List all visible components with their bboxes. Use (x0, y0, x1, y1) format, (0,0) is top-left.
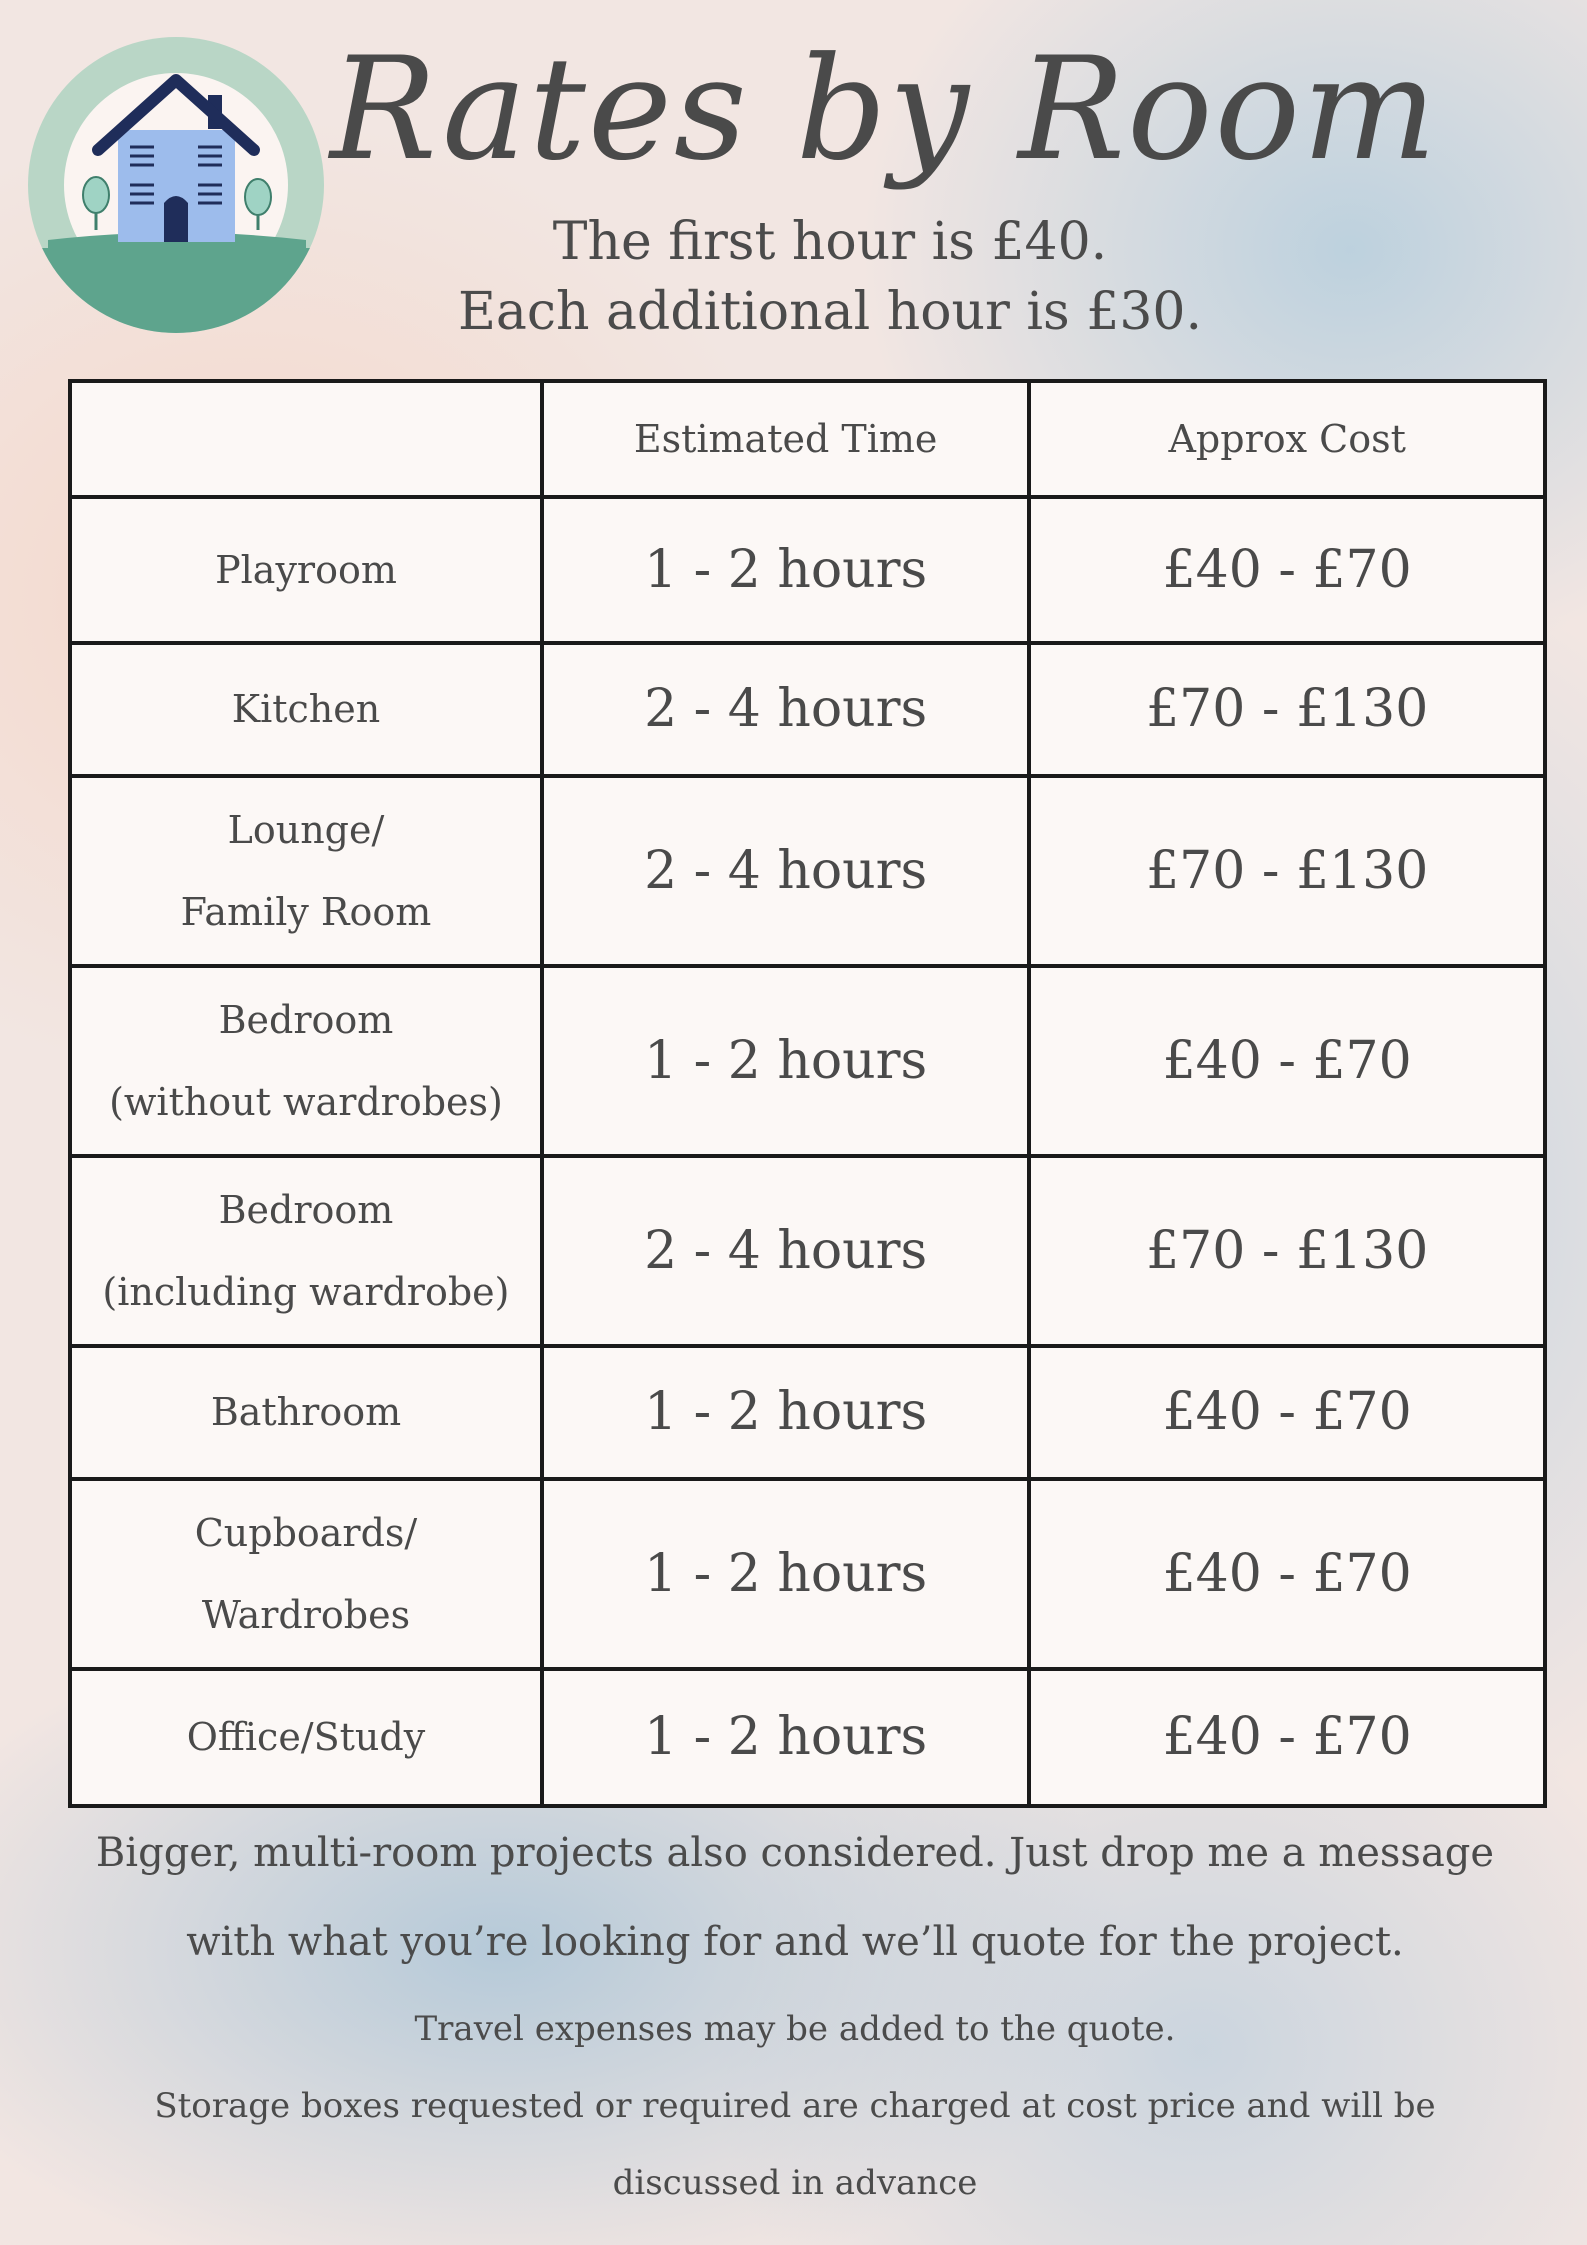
table-row (70, 497, 1545, 643)
room-name-detail: (including wardrobe) (102, 1270, 510, 1315)
cost-cell: £40 - £70 (1029, 497, 1545, 643)
storage-boxes-note: Storage boxes requested or required are charged at cost price and will be (154, 2086, 1436, 2126)
room-name-detail: Wardrobes (201, 1592, 411, 1637)
travel-expenses-note: Travel expenses may be added to the quote. (414, 2009, 1176, 2049)
room-cell (70, 966, 542, 1156)
multi-room-note: Bigger, multi-room projects also considered. Just drop me a message (95, 1830, 1495, 1876)
additional-hour-rate: Each additional hour is £30. (457, 282, 1203, 342)
room-cell (70, 497, 542, 643)
room-cell (70, 1669, 542, 1806)
header-room (70, 381, 542, 497)
table-row (70, 643, 1545, 775)
table-row (70, 1669, 1545, 1806)
room-cell (70, 776, 542, 966)
room-name: Lounge/ (227, 807, 385, 852)
cost-cell: £40 - £70 (1029, 1479, 1545, 1669)
table-header-row (70, 381, 1545, 497)
room-name: Bedroom (218, 997, 394, 1042)
room-name: Cupboards/ (194, 1510, 418, 1555)
time-cell: 1 - 2 hours (542, 497, 1029, 643)
time-cell: 1 - 2 hours (542, 1669, 1029, 1806)
time-cell: 1 - 2 hours (542, 1479, 1029, 1669)
table-row (70, 1479, 1545, 1669)
time-cell: 2 - 4 hours (542, 1156, 1029, 1346)
table-row (70, 776, 1545, 966)
table-row (70, 1346, 1545, 1478)
page-title: Rates by Room (330, 27, 1439, 192)
room-cell (70, 1479, 542, 1669)
cost-cell: £70 - £130 (1029, 776, 1545, 966)
time-cell: 1 - 2 hours (542, 1346, 1029, 1478)
table-row (70, 1156, 1545, 1346)
room-name-detail: Family Room (180, 889, 432, 934)
room-name: Kitchen (231, 687, 381, 732)
room-cell (70, 1346, 542, 1478)
cost-cell: £40 - £70 (1029, 1346, 1545, 1478)
multi-room-note-cont: with what you’re looking for and we’ll quote for the project. (186, 1919, 1404, 1965)
first-hour-rate: The first hour is £40. (552, 212, 1108, 272)
header-estimated-time: Estimated Time (542, 381, 1029, 497)
table-row (70, 966, 1545, 1156)
cost-cell: £40 - £70 (1029, 1669, 1545, 1806)
header-approx-cost: Approx Cost (1029, 381, 1545, 497)
room-cell (70, 1156, 542, 1346)
cost-cell: £70 - £130 (1029, 643, 1545, 775)
time-cell: 2 - 4 hours (542, 776, 1029, 966)
room-name: Bathroom (210, 1390, 402, 1435)
room-name: Bedroom (218, 1188, 394, 1233)
time-cell: 2 - 4 hours (542, 643, 1029, 775)
house-icon (28, 35, 325, 337)
room-cell (70, 643, 542, 775)
cost-cell: £40 - £70 (1029, 966, 1545, 1156)
room-name: Office/Study (186, 1715, 426, 1760)
storage-boxes-note-cont: discussed in advance (612, 2163, 978, 2203)
rates-table (68, 379, 1547, 1808)
cost-cell: £70 - £130 (1029, 1156, 1545, 1346)
time-cell: 1 - 2 hours (542, 966, 1029, 1156)
room-name-detail: (without wardrobes) (109, 1079, 503, 1124)
room-name: Playroom (215, 548, 397, 593)
